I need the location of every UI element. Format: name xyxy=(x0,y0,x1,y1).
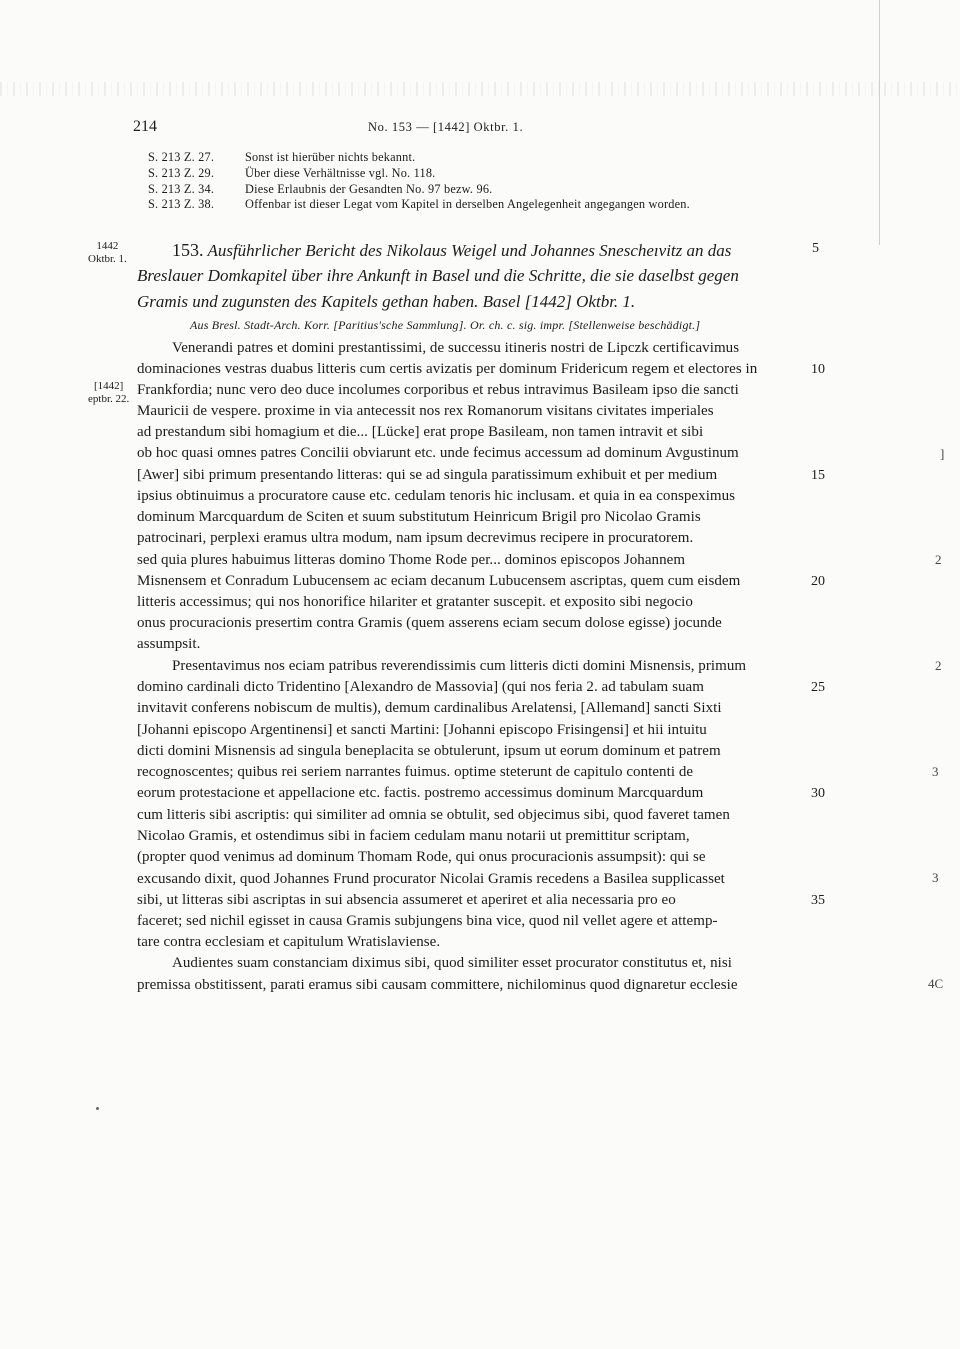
body-line: sed quia plures habuimus litteras domino Thome Rode per... dominos episcopos Johannem xyxy=(137,552,686,568)
body-line: Presentavimus nos eciam patribus reverendissimis cum litteris dicti domini Misnensis, primum xyxy=(172,658,747,674)
line-number: 5 xyxy=(812,241,819,256)
body-line: dominaciones vestras duabus litteris cum certis avizatis per dominum Fridericum regem et electores in xyxy=(137,361,758,377)
line-number: 20 xyxy=(811,574,825,589)
note-ref: S. 213 Z. 29. xyxy=(148,166,215,180)
body-line: onus procuracionis presertim contra Gramis (quem asserens eciam secum dolose egisse) jocunde xyxy=(137,615,722,631)
note-text: Diese Erlaubnis der Gesandten No. 97 bezw. 96. xyxy=(245,182,493,196)
body-line: patrocinari, perplexi eramus ultra modum, nam ipsum decrevimus recipere in procuratorem. xyxy=(137,530,694,546)
body-line: premissa obstitissent, parati eramus sibi causam committere, nichilominus quod dignaretur ecclesie xyxy=(137,977,738,993)
margin-date: 1442 Oktbr. 1. xyxy=(88,240,127,265)
body-line: dicti domini Misnensis ad singula beneplacita se obtulerunt, ipsum ut eorum dominum et patrem xyxy=(137,743,721,759)
note-text: Offenbar ist dieser Legat vom Kapitel in derselben Angelegenheit angegangen worden. xyxy=(245,197,690,211)
fragment: 3 xyxy=(932,870,939,885)
page-edge-line xyxy=(879,0,880,245)
fragment: 4C xyxy=(928,976,944,991)
body-line: ipsius obtinuimus a procuratore cause etc. cedulam tenoris hic inclusam. et quia in ea conspeximus xyxy=(137,488,736,504)
fragment: 3 xyxy=(932,764,939,779)
line-number: 10 xyxy=(811,362,825,377)
margin-date: [1442] eptbr. 22. xyxy=(88,380,130,405)
scan-noise-strip xyxy=(0,82,960,96)
line-number: 35 xyxy=(811,893,825,908)
body-line: litteris accessimus; qui nos honorifice hilariter et gratanter suscepit. et exposito sibi negocio xyxy=(137,594,693,610)
body-line: eorum protestacione et appellacione etc. factis. postremo accessimus dominum Marcquardum xyxy=(137,785,704,801)
body-line: (propter quod venimus ad dominum Thomam Rode, qui onus procuracionis assumpsit): qui se xyxy=(137,849,706,865)
line-number: 25 xyxy=(811,680,825,695)
body-line: Misnensem et Conradum Lubucensem ac eciam decanum Lubucensem ascriptas, quem cum eisdem xyxy=(137,573,741,589)
note-ref: S. 213 Z. 27. xyxy=(148,150,215,164)
body-line: dominum Marcquardum de Sciten et suum substitutum Heinricum Brigil pro Nicolao Gramis xyxy=(137,509,701,525)
body-line: ob hoc quasi omnes patres Concilii obviarunt etc. unde fecimus accessum ad dominum Avgustinum xyxy=(137,445,739,461)
scan-speck xyxy=(96,1107,99,1110)
body-line: recognoscentes; quibus rei seriem narrantes fuimus. optime steterunt de capitulo contenti de xyxy=(137,764,694,780)
source-line: Aus Bresl. Stadt-Arch. Korr. [Paritius'sche Sammlung]. Or. ch. c. sig. impr. [Stellenweise beschädigt.] xyxy=(190,318,701,332)
body-line: Nicolao Gramis, et ostendimus sibi in faciem cedulam manu notarii ut premittitur scriptam, xyxy=(137,828,690,844)
fragment: 2 xyxy=(935,658,942,673)
body-line: faceret; sed nichil egisset in causa Gramis subjungens bina vice, quod nil vellet agere et attemp- xyxy=(137,913,718,929)
body-line: Venerandi patres et domini prestantissimi, de successu itineris nostri de Lipczk certificavimus xyxy=(172,340,740,356)
line-number: 30 xyxy=(811,786,825,801)
line-number: 15 xyxy=(811,468,825,483)
body-line: Frankfordia; nunc vero deo duce incolumes corporibus et rebus intravimus Basileam ipso die sancti xyxy=(137,382,739,398)
body-line: [Awer] sibi primum presentando litteras: qui se ad singula paratissimum exhibuit et per medium xyxy=(137,467,718,483)
body-line: [Johanni episcopo Argentinensi] et sancti Martini: [Johanni episcopo Frisingensi] et hii intuitu xyxy=(137,722,707,738)
fragment: ] xyxy=(940,446,945,461)
document-number: 153. xyxy=(172,240,204,260)
body-line: Mauricii de vespere. proxime in via antecessit nos rex Romanorum visitans civitates imperiales xyxy=(137,403,714,419)
body-line: tare contra ecclesiam et capitulum Wratislaviense. xyxy=(137,934,441,950)
running-head: No. 153 — [1442] Oktbr. 1. xyxy=(368,120,524,134)
body-line: excusando dixit, quod Johannes Frund procurator Nicolai Gramis recedens a Basilea supplicasset xyxy=(137,871,725,887)
note-ref: S. 213 Z. 34. xyxy=(148,182,215,196)
body-line: invitavit conferens nobiscum de multis), demum cardinalibus Arelatensi, [Allemand] sancti Sixti xyxy=(137,700,722,716)
page-number: 214 xyxy=(133,118,157,135)
document-title-line: Gramis und zugunsten des Kapitels gethan haben. Basel [1442] Oktbr. 1. xyxy=(137,292,636,311)
body-line: ad prestandum sibi homagium et die... [Lücke] erat prope Basileam, non tamen intravit et sibi xyxy=(137,424,704,440)
body-line: domino cardinali dicto Tridentino [Alexandro de Massovia] (qui nos feria 2. ad tabulam suam xyxy=(137,679,704,695)
fragment: 2 xyxy=(935,552,942,567)
body-line: sibi, ut litteras sibi ascriptas in sui absencia assumeret et aperiret et alia necessaria pro eo xyxy=(137,892,676,908)
document-title-line: Breslauer Domkapitel über ihre Ankunft in Basel und die Schritte, die sie daselbst gegen xyxy=(137,266,739,285)
body-line: assumpsit. xyxy=(137,636,201,652)
document-title-line: 153. Ausführlicher Bericht des Nikolaus Weigel und Johannes Snescheıvitz an das xyxy=(172,240,732,260)
body-line: Audientes suam constanciam diximus sibi, quod similiter esset procurator constitutus et, nisi xyxy=(172,955,732,971)
body-line: cum litteris sibi ascriptis: qui similiter ad omnia se obtulit, sed objecimus sibi, quod faveret tamen xyxy=(137,807,730,823)
note-text: Über diese Verhältnisse vgl. No. 118. xyxy=(245,166,436,180)
note-ref: S. 213 Z. 38. xyxy=(148,197,215,211)
note-text: Sonst ist hierüber nichts bekannt. xyxy=(245,150,416,164)
